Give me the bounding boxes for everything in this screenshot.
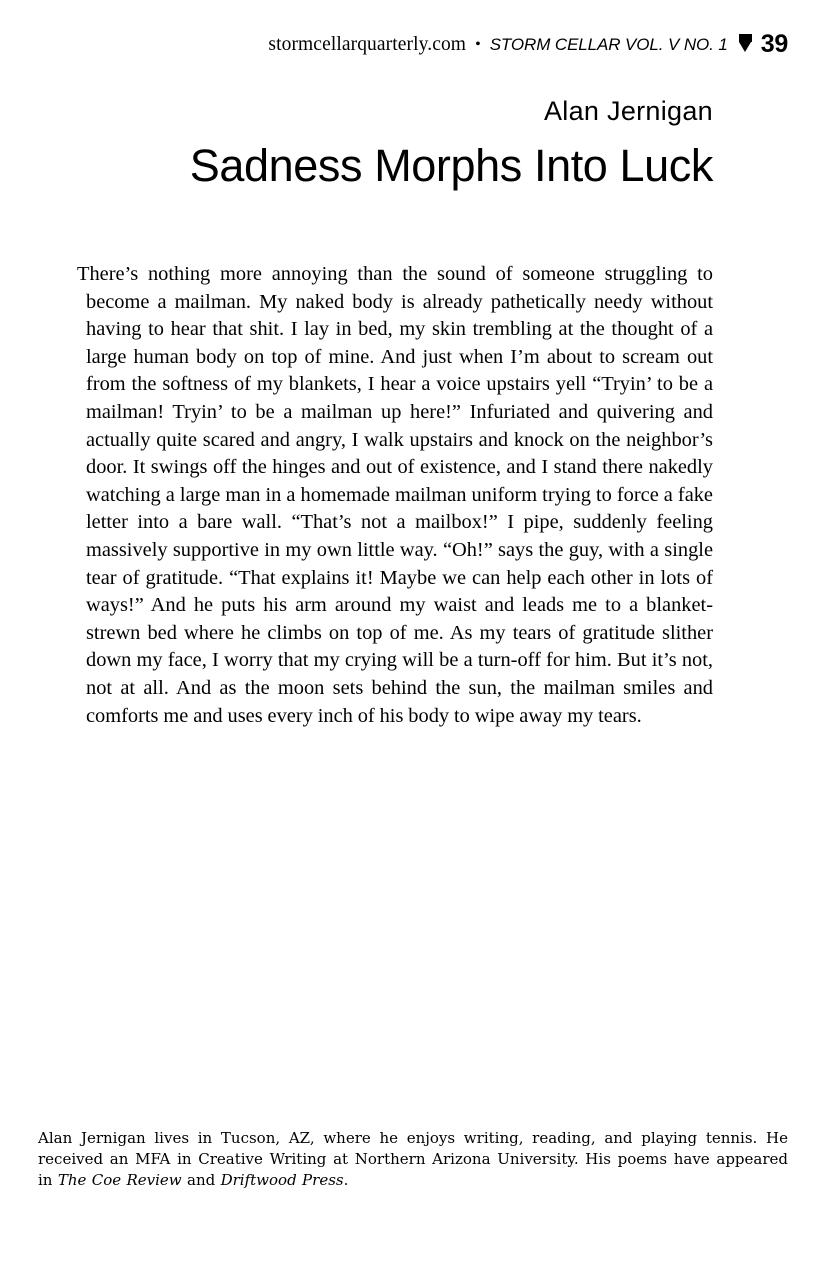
header-separator-bullet: • xyxy=(475,36,481,53)
author-byline: Alan Jernigan xyxy=(543,96,713,126)
article-body xyxy=(77,261,713,730)
title-block xyxy=(0,96,713,192)
author-bio-text xyxy=(38,1128,788,1191)
body-paragraph: There’s nothing more annoying than the sound of someone struggling to become a mailman. My naked body is already pathetically needy without having to hear that shit. I lay in bed, my skin trembling at the thought of a large human body on top of mine. And just when I’m about to scream out from the softness of my blankets, I hear a voice upstairs yell “Tryin’ to be a mailman! Tryin’ to be a mailman up here!” Infuriated and quivering and actually quite scared and angry, I walk upstairs and knock on the neighbor’s door. It swings off the hinges and out of existence, and I stand there nakedly watching a large man in a homemade mailman uniform trying to force a fake letter into a bare wall. “That’s not a mailbox!” I pipe, suddenly feeling massively supportive in my own little way. “Oh!” says the guy, with a single tear of gratitude. “That explains it! Maybe we can help each other in lots of ways!” And he puts his arm around my waist and leads me to a blanket-strewn bed where he climbs on top of me. As my tears of gratitude slither down my face, I worry that my crying will be a turn-off for him. But it’s not, not at all. And as the moon sets behind the sun, the mailman smiles and comforts me and uses every inch of his body to wipe away my tears. xyxy=(77,263,713,727)
bio-publication-one: The Coe Review xyxy=(57,1171,182,1189)
bio-period: . xyxy=(343,1171,349,1189)
location-pin-icon xyxy=(739,34,752,52)
bio-conjunction: and xyxy=(181,1171,221,1189)
header-website-url: stormcellarquarterly.com xyxy=(268,34,467,55)
author-bio-block xyxy=(38,1128,788,1191)
bio-publication-two: Driftwood Press xyxy=(220,1171,344,1189)
bio-sentence-lead: Alan Jernigan lives in Tucson, AZ, where he enjoys writing, reading, and playing tennis. He received an MFA in Creative Writing at Northern Arizona University. His poems have appeared in xyxy=(38,1129,788,1189)
page-number: 39 xyxy=(760,30,788,58)
page-title: Sadness Morphs Into Luck xyxy=(189,140,713,192)
header-issue-label: STORM CELLAR VOL. V NO. 1 xyxy=(489,35,728,54)
running-header xyxy=(0,30,788,58)
